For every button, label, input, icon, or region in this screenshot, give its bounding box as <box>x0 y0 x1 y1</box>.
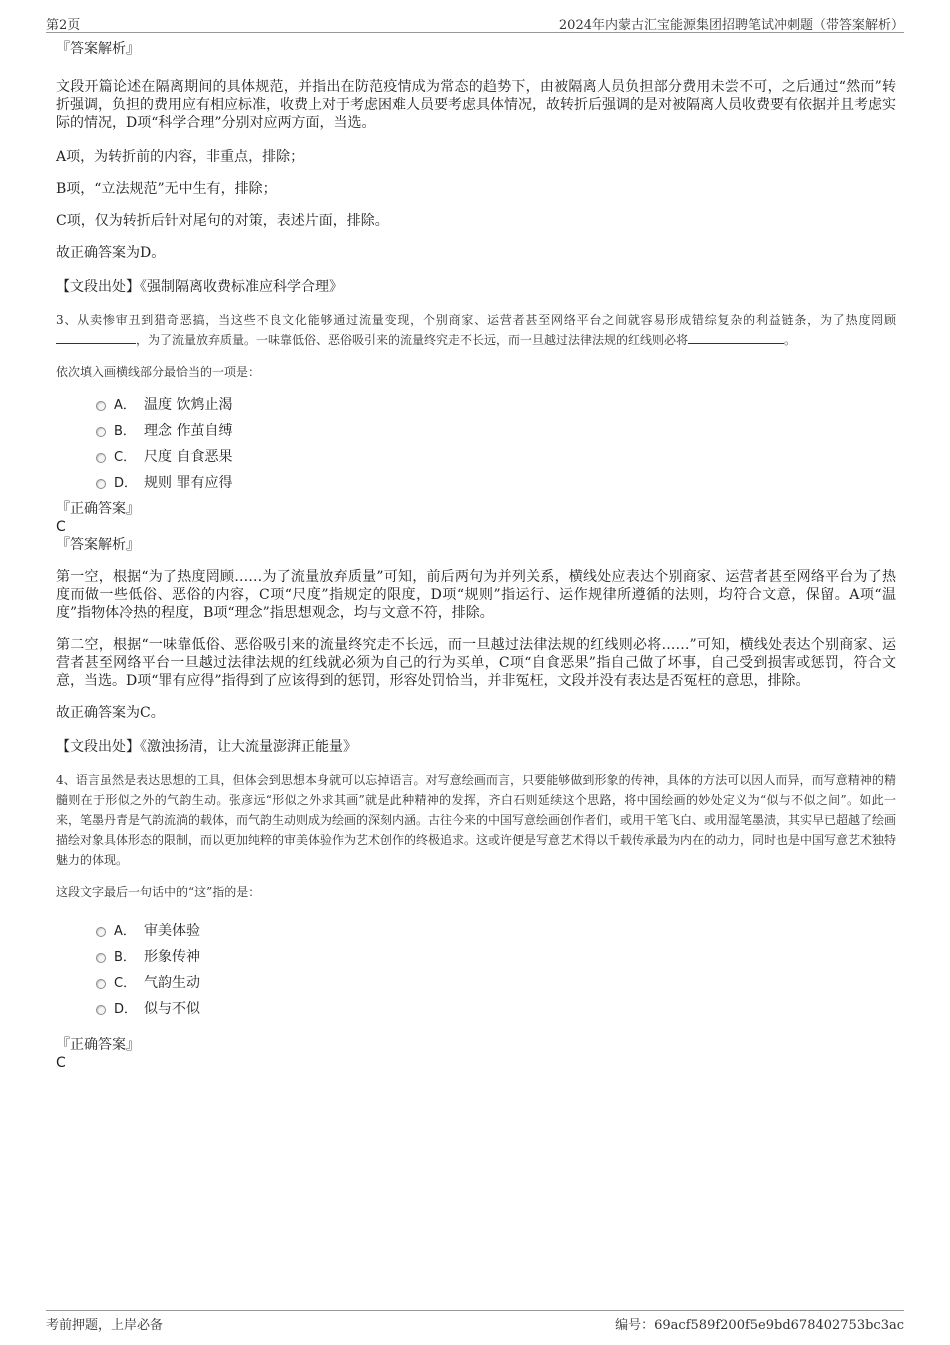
radio-button-icon[interactable] <box>96 427 106 437</box>
q3-answer: C <box>56 519 66 535</box>
q4-option-d[interactable] <box>56 1000 896 1026</box>
q3-stem-part2: ，为了流量放弃质量。一味靠低俗、恶俗吸引来的流量终究走不长远，而一旦越过法律法规的红线则必将 <box>136 333 689 347</box>
radio-button-icon[interactable] <box>96 953 106 963</box>
q4-option-a[interactable] <box>56 922 896 948</box>
option-letter: C． <box>114 976 137 991</box>
option-letter: B． <box>114 424 136 439</box>
radio-button-icon[interactable] <box>96 1005 106 1015</box>
option-letter: A． <box>114 398 136 413</box>
option-text: 审美体验 <box>144 923 200 939</box>
q3-option-c[interactable] <box>56 448 896 474</box>
q3-blank-2 <box>688 331 784 344</box>
q3-prompt: 依次填入画横线部分最恰当的一项是： <box>56 365 261 379</box>
radio-button-icon[interactable] <box>96 479 106 489</box>
radio-button-icon[interactable] <box>96 927 106 937</box>
q3-answer-label: 『正确答案』 <box>56 501 140 517</box>
q3-analysis-paragraph-2: 第二空，根据“一味靠低俗、恶俗吸引来的流量终究走不长远，而一旦越过法律法规的红线则必将……”可知，横线处表达个别商家、运营者甚至网络平台一旦越过法律法规的红线就必须为自己的行为买单，C项“自食恶果”指自己做了坏事，自己受到损害或惩罚，符合文意，当选。D项“罪有应得”指得到了应该得到的惩罚，形容处罚恰当，并非冤枉，文段并没有表达是否冤枉的意思，排除。 <box>56 637 896 689</box>
footer-slogan: 考前押题，上岸必备 <box>46 1318 164 1333</box>
option-text: 理念 作茧自缚 <box>144 423 233 439</box>
option-text: 气韵生动 <box>144 975 200 991</box>
q3-stem-part1: 3、从卖惨审丑到猎奇恶搞，当这些不良文化能够通过流量变现，个别商家、运营者甚至网络平台之间就容易形成错综复杂的利益链条，为了热度罔顾 <box>56 313 896 327</box>
document-id: 编号：69acf589f200f5e9bd678402753bc3ac <box>615 1318 904 1333</box>
option-text: 尺度 自食恶果 <box>144 449 233 465</box>
option-letter: D． <box>114 476 138 491</box>
radio-button-icon[interactable] <box>96 453 106 463</box>
q2-conclusion: 故正确答案为D。 <box>56 245 166 261</box>
q4-option-b[interactable] <box>56 948 896 974</box>
q2-source: 【文段出处】《强制隔离收费标准应科学合理》 <box>56 279 343 295</box>
q2-analysis-a: A项，为转折前的内容，非重点，排除； <box>56 149 305 165</box>
q3-stem <box>56 310 896 350</box>
q3-options <box>56 396 896 500</box>
option-letter: B． <box>114 950 136 965</box>
q3-conclusion: 故正确答案为C。 <box>56 705 165 721</box>
option-text: 形象传神 <box>144 949 200 965</box>
page-number: 第2页 <box>46 18 81 33</box>
option-letter: A． <box>114 924 136 939</box>
q4-answer-label: 『正确答案』 <box>56 1037 140 1053</box>
q3-option-b[interactable] <box>56 422 896 448</box>
option-text: 规则 罪有应得 <box>144 475 233 491</box>
q2-analysis-b: B项，“立法规范”无中生有，排除； <box>56 181 277 197</box>
q2-analysis-label: 『答案解析』 <box>56 41 140 57</box>
q2-analysis-c: C项，仅为转折后针对尾句的对策，表述片面，排除。 <box>56 213 389 229</box>
q3-stem-part3: 。 <box>784 333 797 347</box>
page-header <box>46 14 904 33</box>
q3-option-d[interactable] <box>56 474 896 500</box>
page-footer <box>46 1310 904 1334</box>
option-text: 似与不似 <box>144 1001 200 1017</box>
q3-option-a[interactable] <box>56 396 896 422</box>
option-letter: D． <box>114 1002 138 1017</box>
q2-analysis-paragraph: 文段开篇论述在隔离期间的具体规范，并指出在防范疫情成为常态的趋势下，由被隔离人员负担部分费用未尝不可，之后通过“然而”转折强调，负担的费用应有相应标准，收费上对于考虑困难人员要考虑具体情况，故转折后强调的是对被隔离人员收费要有依据并且考虑实际的情况，D项“科学合理”分别对应两方面，当选。 <box>56 79 896 131</box>
q3-blank-1 <box>56 331 136 344</box>
main-content <box>56 40 896 1072</box>
q4-stem: 4、语言虽然是表达思想的工具，但体会到思想本身就可以忘掉语言。对写意绘画而言，只要能够做到形象的传神，具体的方法可以因人而异，而写意精神的精髓则在于形似之外的气韵生动。张彦远“形似之外求其画”就是此种精神的发挥，齐白石则延续这个思路，将中国绘画的妙处定义为“似与不似之间”。如此一来，笔墨丹青是气韵流淌的载体，而气韵生动则成为绘画的深刻内涵。古往今来的中国写意绘画创作者们，或用干笔飞白、或用湿笔墨渍，其实早已超越了绘画描绘对象具体形态的限制，而以更加纯粹的审美体验作为艺术创作的终极追求。这或许便是写意艺术得以千载传承最为内在的动力，同时也是中国写意艺术独特魅力的体现。 <box>56 773 897 867</box>
q3-source: 【文段出处】《激浊扬清，让大流量澎湃正能量》 <box>56 739 357 755</box>
q4-answer: C <box>56 1055 66 1071</box>
radio-button-icon[interactable] <box>96 401 106 411</box>
q4-prompt: 这段文字最后一句话中的“这”指的是： <box>56 885 261 899</box>
q4-options <box>56 922 896 1026</box>
document-title: 2024年内蒙古汇宝能源集团招聘笔试冲刺题（带答案解析） <box>558 18 904 33</box>
q3-analysis-paragraph-1: 第一空，根据“为了热度罔顾……为了流量放弃质量”可知，前后两句为并列关系，横线处应表达个别商家、运营者甚至网络平台为了热度而做一些低俗、恶俗的内容，C项“尺度”指规定的限度，D项“规则”指运行、运作规律所遵循的法则，均符合文意，保留。A项“温度”指物体冷热的程度，B项“理念”指思想观念，均与文意不符，排除。 <box>56 569 896 621</box>
radio-button-icon[interactable] <box>96 979 106 989</box>
option-text: 温度 饮鸩止渴 <box>144 397 233 413</box>
q3-analysis-label: 『答案解析』 <box>56 537 140 553</box>
option-letter: C． <box>114 450 137 465</box>
q4-option-c[interactable] <box>56 974 896 1000</box>
